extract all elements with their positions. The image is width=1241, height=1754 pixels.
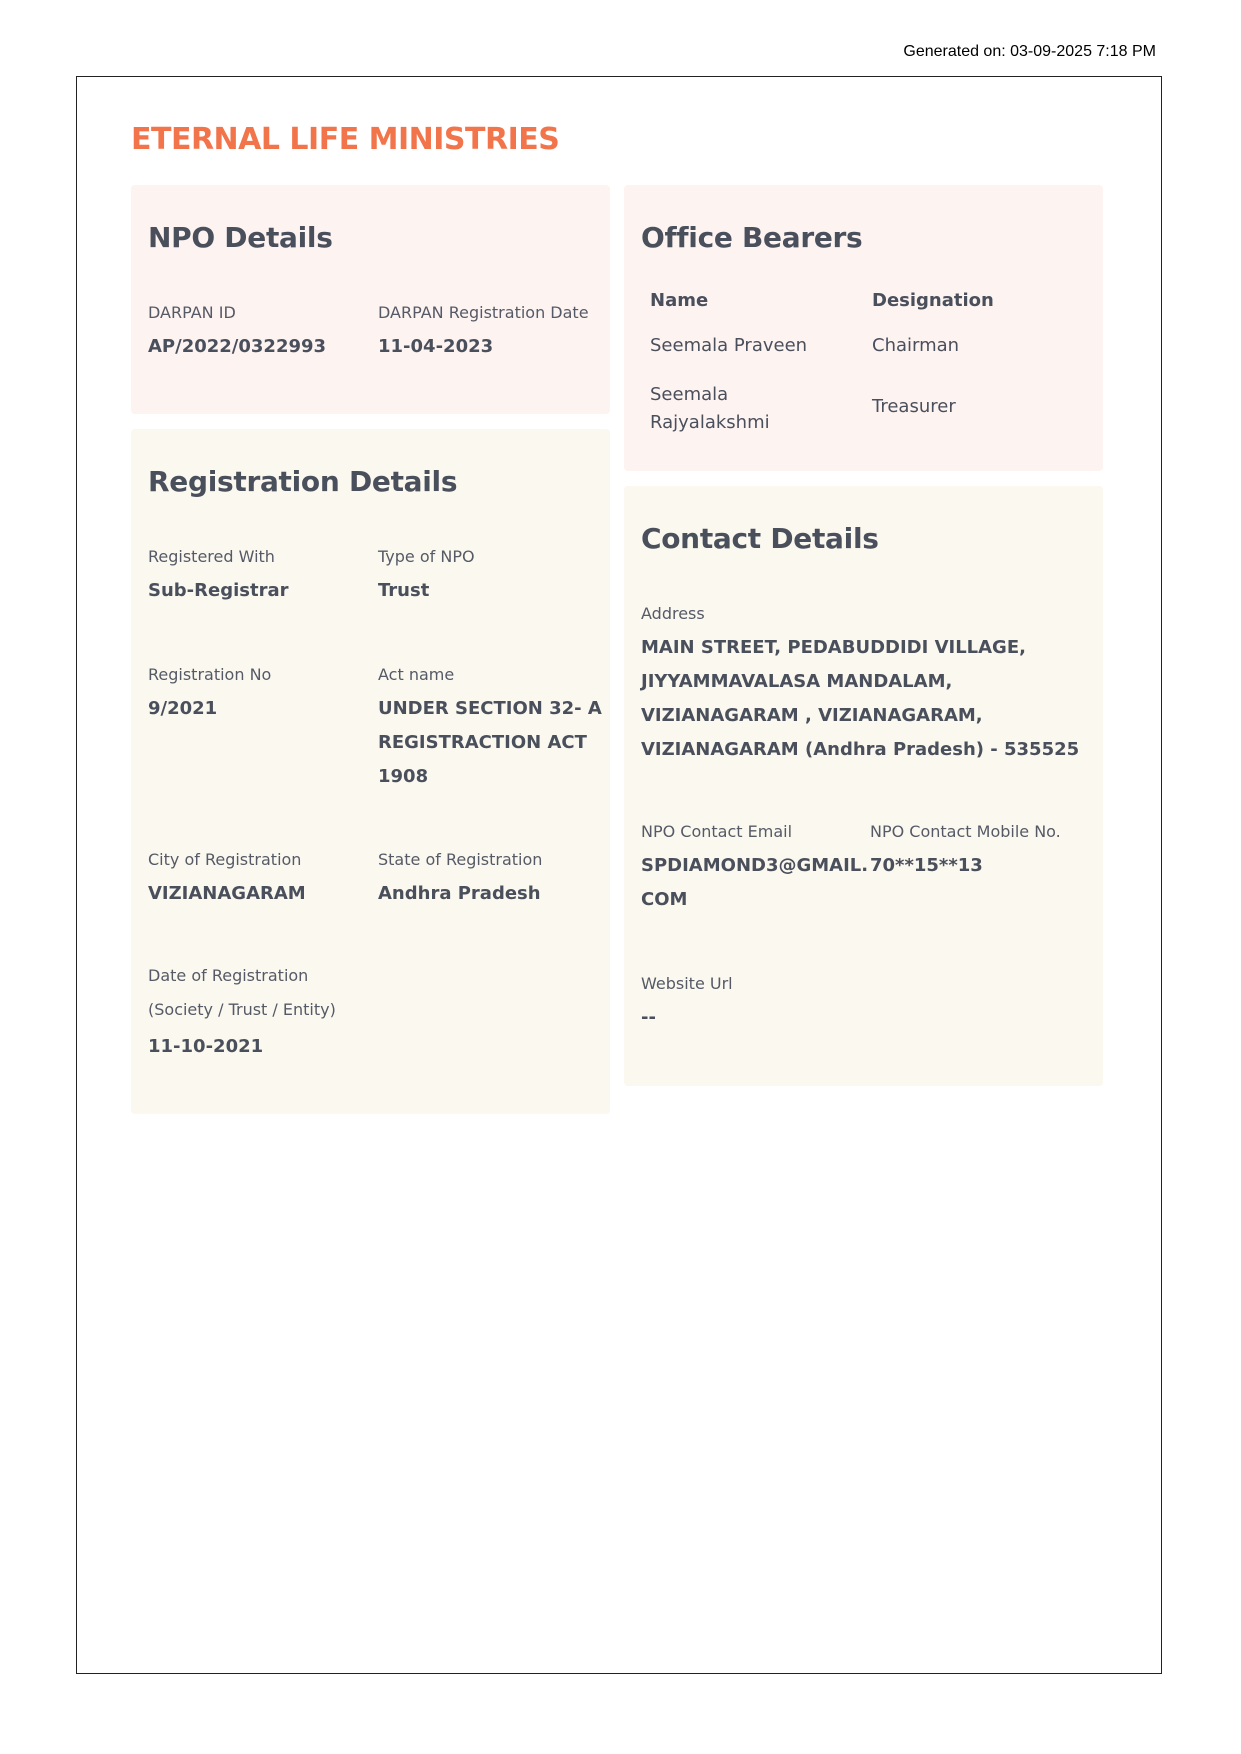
bearer-name-line: Rajyalakshmi	[650, 412, 770, 433]
office-bearers-title: Office Bearers	[641, 221, 863, 254]
contact-email-value	[641, 849, 868, 917]
address-value	[641, 631, 1079, 767]
act-name-line: UNDER SECTION 32- A	[378, 698, 602, 719]
registration-no-value: 9/2021	[148, 698, 218, 719]
website-url-value: --	[641, 1007, 656, 1028]
registration-details-title: Registration Details	[148, 465, 458, 498]
date-label-line: (Society / Trust / Entity)	[148, 1000, 336, 1019]
darpan-id-value: AP/2022/0322993	[148, 336, 327, 357]
darpan-reg-date-value: 11-04-2023	[378, 336, 494, 357]
email-line: SPDIAMOND3@GMAIL.	[641, 855, 869, 876]
registration-no-label: Registration No	[148, 665, 272, 684]
registered-with-value: Sub-Registrar	[148, 580, 289, 601]
npo-details-title: NPO Details	[148, 221, 333, 254]
contact-mobile-label: NPO Contact Mobile No.	[870, 822, 1061, 841]
city-of-registration-label: City of Registration	[148, 850, 302, 869]
generated-timestamp: Generated on: 03-09-2025 7:18 PM	[903, 43, 1156, 60]
contact-email-label: NPO Contact Email	[641, 822, 793, 841]
bearer-name-line: Seemala Praveen	[650, 335, 808, 356]
bearer-name-line: Seemala	[650, 384, 729, 405]
act-name-line: REGISTRACTION ACT	[378, 732, 587, 753]
act-name-value	[378, 692, 602, 794]
darpan-reg-date-label: DARPAN Registration Date	[378, 303, 589, 322]
contact-details-card	[624, 486, 1103, 1086]
city-of-registration-value: VIZIANAGARAM	[148, 883, 306, 904]
website-url-label: Website Url	[641, 974, 733, 993]
bearer-name	[650, 381, 770, 437]
act-name-label: Act name	[378, 665, 455, 684]
column-header-designation: Designation	[872, 290, 994, 311]
address-line: MAIN STREET, PEDABUDDIDI VILLAGE,	[641, 637, 1026, 658]
act-name-line: 1908	[378, 766, 429, 787]
date-of-registration-label	[148, 959, 336, 1027]
state-of-registration-value: Andhra Pradesh	[378, 883, 541, 904]
darpan-id-label: DARPAN ID	[148, 303, 236, 322]
npo-details-card	[131, 185, 610, 414]
registered-with-label: Registered With	[148, 547, 275, 566]
date-of-registration-value: 11-10-2021	[148, 1036, 264, 1057]
npo-type-label: Type of NPO	[378, 547, 475, 566]
column-header-name: Name	[650, 290, 709, 311]
address-line: JIYYAMMAVALASA MANDALAM,	[641, 671, 953, 692]
address-label: Address	[641, 604, 705, 623]
address-line: VIZIANAGARAM , VIZIANAGARAM,	[641, 705, 983, 726]
state-of-registration-label: State of Registration	[378, 850, 543, 869]
office-bearers-card	[624, 185, 1103, 471]
registration-details-card	[131, 429, 610, 1114]
bearer-name	[650, 332, 807, 360]
contact-mobile-value: 70**15**13	[870, 855, 983, 876]
email-line: COM	[641, 889, 688, 910]
bearer-designation: Chairman	[872, 335, 960, 356]
npo-type-value: Trust	[378, 580, 430, 601]
date-label-line: Date of Registration	[148, 966, 309, 985]
organization-name: ETERNAL LIFE MINISTRIES	[131, 122, 560, 157]
bearer-designation: Treasurer	[872, 396, 956, 417]
address-line: VIZIANAGARAM (Andhra Pradesh) - 535525	[641, 739, 1080, 760]
contact-details-title: Contact Details	[641, 522, 879, 555]
